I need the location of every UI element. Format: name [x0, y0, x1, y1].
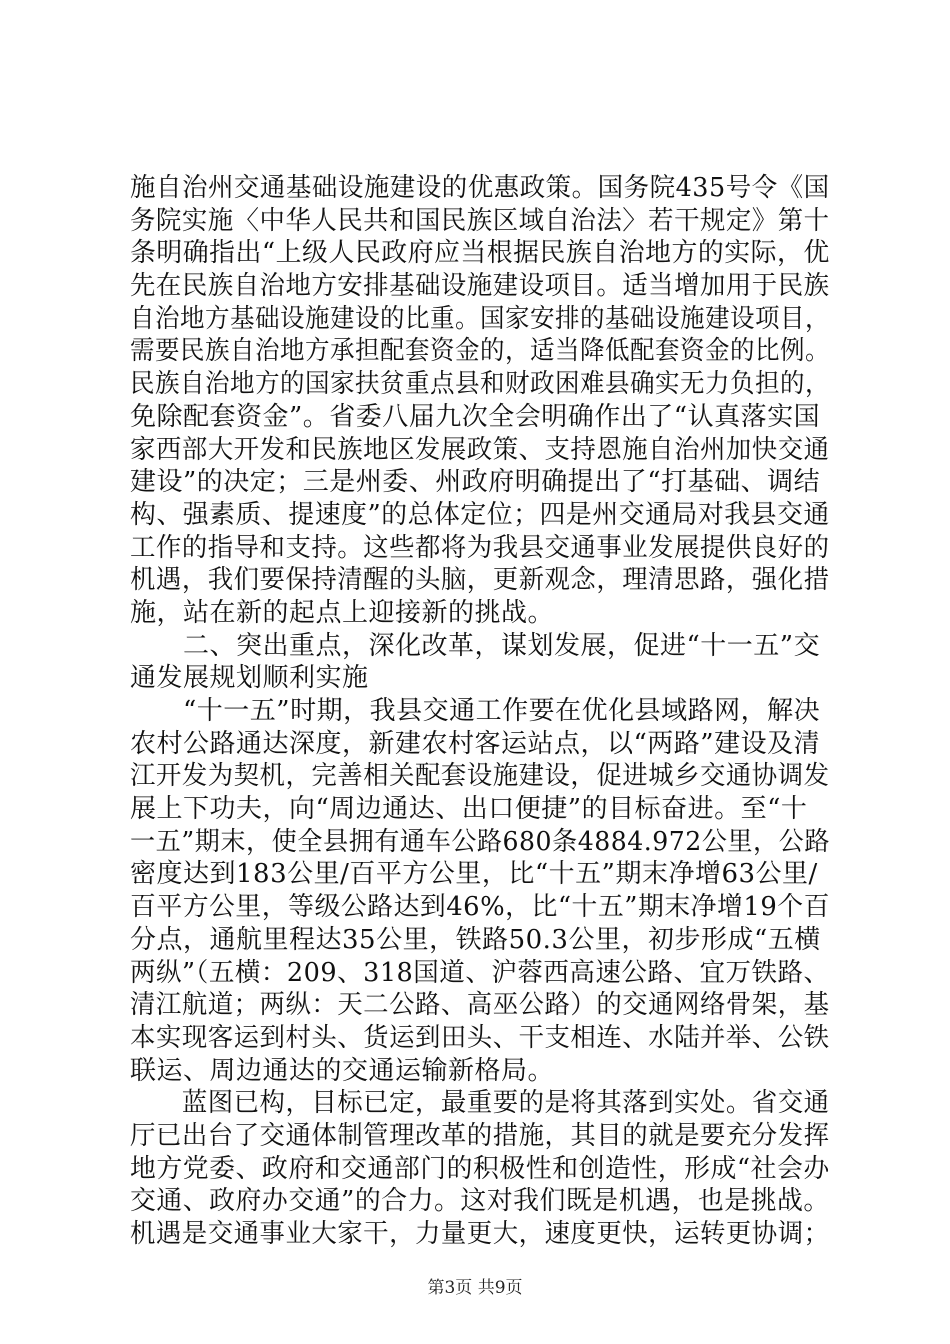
- text-line: 农村公路通达深度，新建农村客运站点，以“两路”建设及清: [130, 728, 821, 759]
- text-line: 通发展规划顺利实施: [130, 663, 369, 694]
- text-line: 先在民族自治地方安排基础设施建设项目。适当增加用于民族: [130, 271, 830, 302]
- text-line: 密度达到183公里/百平方公里，比“十五”期末净增63公里/: [130, 859, 818, 890]
- text-line: 民族自治地方的国家扶贫重点县和财政困难县确实无力负担的，: [130, 369, 831, 400]
- text-line: 条明确指出“上级人民政府应当根据民族自治地方的实际，优: [130, 238, 830, 269]
- page-number-footer: 第3页 共9页: [427, 1278, 523, 1298]
- text-line: 免除配套资金”。省委八届九次全会明确作出了“认真落实国: [130, 401, 821, 432]
- text-line: 江开发为契机，完善相关配套设施建设，促进城乡交通协调发: [130, 761, 830, 792]
- text-line: 清江航道；两纵：天二公路、高巫公路）的交通网络骨架，基: [130, 990, 830, 1021]
- text-line: 交通、政府办交通”的合力。这对我们既是机遇，也是挑战。: [130, 1186, 830, 1217]
- text-line: 联运、周边通达的交通运输新格局。: [130, 1055, 555, 1086]
- text-line: 机遇，我们要保持清醒的头脑，更新观念，理清思路，强化措: [130, 565, 830, 596]
- text-line: 地方党委、政府和交通部门的积极性和创造性，形成“社会办: [130, 1153, 830, 1184]
- text-line: 自治地方基础设施建设的比重。国家安排的基础设施建设项目，: [130, 303, 831, 334]
- text-line: 建设”的决定；三是州委、州政府明确提出了“打基础、调结: [130, 467, 821, 498]
- text-line: 机遇是交通事业大家干，力量更大，速度更快，运转更协调；: [130, 1219, 830, 1249]
- text-line: 施自治州交通基础设施建设的优惠政策。国务院435号令《国: [130, 173, 830, 203]
- text-line: 工作的指导和支持。这些都将为我县交通事业发展提供良好的: [130, 532, 830, 563]
- text-line: 需要民族自治地方承担配套资金的，适当降低配套资金的比例。: [130, 336, 831, 367]
- text-line: 本实现客运到村头、货运到田头、干支相连、水陆并举、公铁: [130, 1022, 830, 1053]
- text-line: 蓝图已构，目标已定，最重要的是将其落到实处。省交通: [130, 1088, 830, 1119]
- text-line: 务院实施〈中华人民共和国民族区域自治法〉若干规定》第十: [130, 205, 830, 236]
- text-line: 二、突出重点，深化改革，谋划发展，促进“十一五”交: [130, 630, 821, 661]
- text-line: 厅已出台了交通体制管理改革的措施，其目的就是要充分发挥: [130, 1120, 830, 1151]
- text-line: 百平方公里，等级公路达到46%，比“十五”期末净增19个百: [130, 892, 830, 923]
- body-text: [130, 172, 830, 1251]
- text-line: 分点，通航里程达35公里，铁路50.3公里，初步形成“五横: [130, 924, 821, 955]
- text-line: 展上下功夫，向“周边通达、出口便捷”的目标奋进。至“十: [130, 794, 808, 825]
- text-line: 施，站在新的起点上迎接新的挑战。: [130, 597, 555, 628]
- text-line: 构、强素质、提速度”的总体定位；四是州交通局对我县交通: [130, 499, 830, 530]
- text-line: 两纵”（五横：209、318国道、沪蓉西高速公路、宜万铁路、: [130, 957, 830, 988]
- text-line: 家西部大开发和民族地区发展政策、支持恩施自治州加快交通: [130, 434, 830, 465]
- text-line: “十一五”时期，我县交通工作要在优化县域路网，解决: [130, 696, 821, 726]
- text-line: 一五”期末，使全县拥有通车公路680条4884.972公里，公路: [130, 826, 830, 857]
